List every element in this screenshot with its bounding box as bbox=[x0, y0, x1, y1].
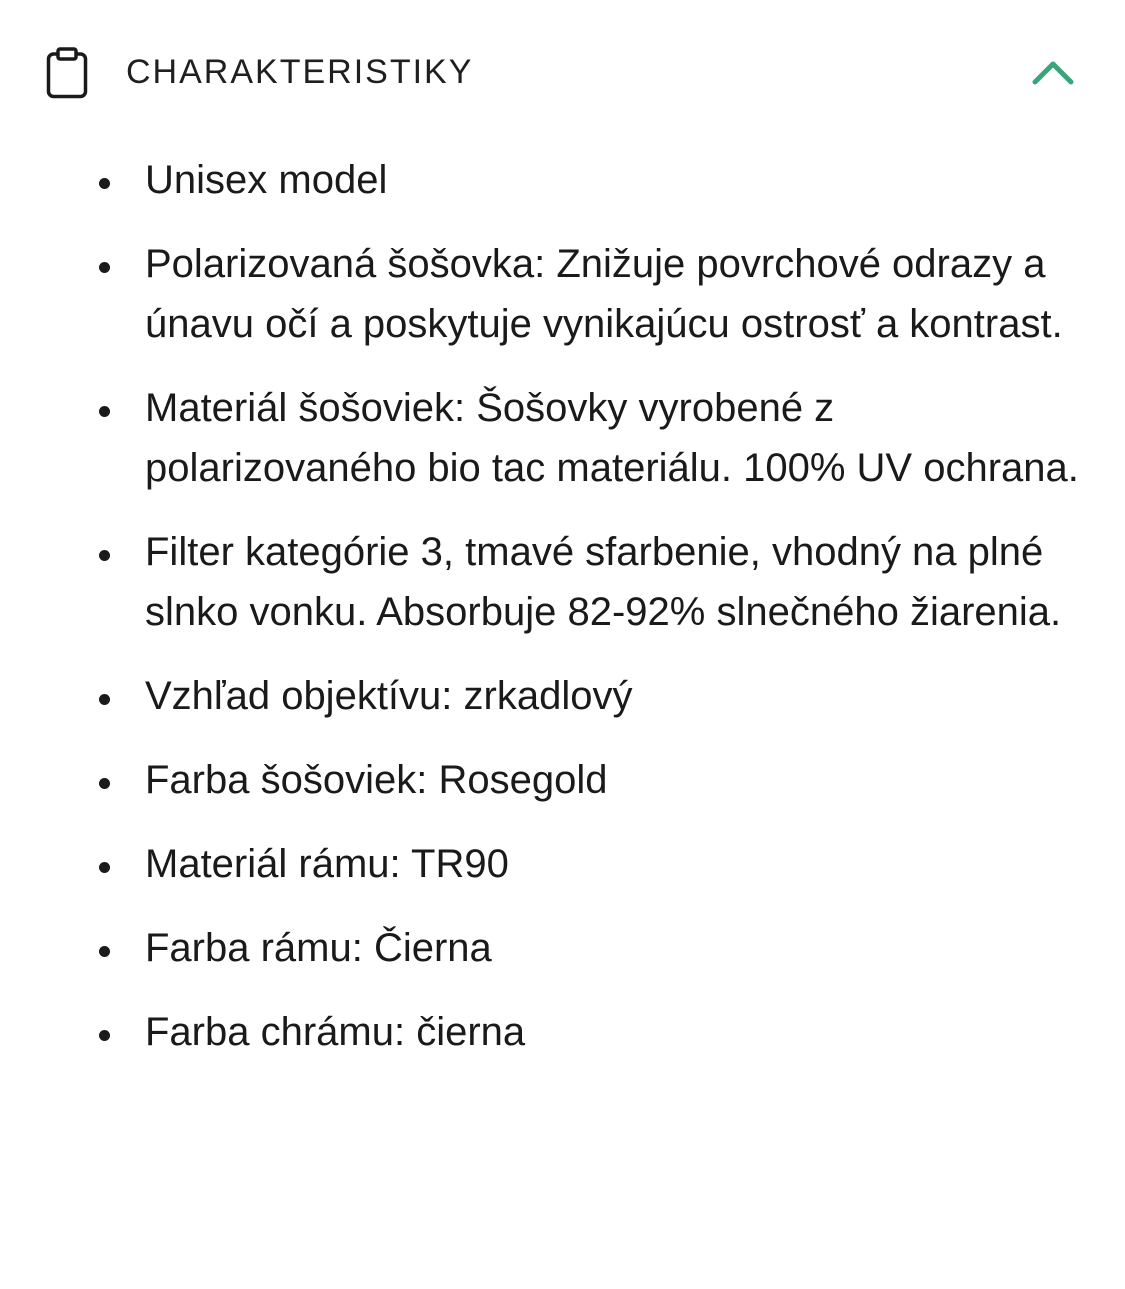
feature-text: Unisex model bbox=[145, 158, 388, 202]
feature-text: Farba rámu: Čierna bbox=[145, 926, 492, 970]
feature-text: Filter kategórie 3, tmavé sfarbenie, vhodný na plné slnko vonku. Absorbuje 82-92% slnečného žiarenia. bbox=[145, 530, 1062, 634]
bullet-icon bbox=[99, 1030, 110, 1041]
section-title: CHARAKTERISTIKY bbox=[126, 53, 474, 91]
accordion-body bbox=[0, 150, 1125, 1086]
feature-item bbox=[0, 378, 1125, 498]
feature-item bbox=[0, 834, 1125, 894]
bullet-icon bbox=[99, 862, 110, 873]
accordion-header[interactable] bbox=[0, 0, 1125, 150]
feature-item bbox=[0, 1002, 1125, 1062]
bullet-icon bbox=[99, 406, 110, 417]
feature-text: Farba chrámu: čierna bbox=[145, 1010, 526, 1054]
feature-text: Vzhľad objektívu: zrkadlový bbox=[145, 674, 633, 718]
feature-text: Materiál šošoviek: Šošovky vyrobené z polarizovaného bio tac materiálu. 100% UV ochrana. bbox=[145, 386, 1079, 490]
bullet-icon bbox=[99, 694, 110, 705]
feature-item bbox=[0, 750, 1125, 810]
feature-item bbox=[0, 234, 1125, 354]
chevron-up-icon[interactable] bbox=[1030, 56, 1076, 88]
bullet-icon bbox=[99, 946, 110, 957]
feature-text: Materiál rámu: TR90 bbox=[145, 842, 509, 886]
clipboard-icon bbox=[46, 47, 88, 99]
bullet-icon bbox=[99, 262, 110, 273]
feature-text: Polarizovaná šošovka: Znižuje povrchové odrazy a únavu očí a poskytuje vynikajúcu ostrosť a kontrast. bbox=[145, 242, 1063, 346]
feature-item bbox=[0, 522, 1125, 642]
feature-item bbox=[0, 666, 1125, 726]
feature-text: Farba šošoviek: Rosegold bbox=[145, 758, 608, 802]
bullet-icon bbox=[99, 550, 110, 561]
feature-list bbox=[0, 150, 1125, 1062]
feature-item bbox=[0, 150, 1125, 210]
bullet-icon bbox=[99, 778, 110, 789]
feature-item bbox=[0, 918, 1125, 978]
bullet-icon bbox=[99, 178, 110, 189]
